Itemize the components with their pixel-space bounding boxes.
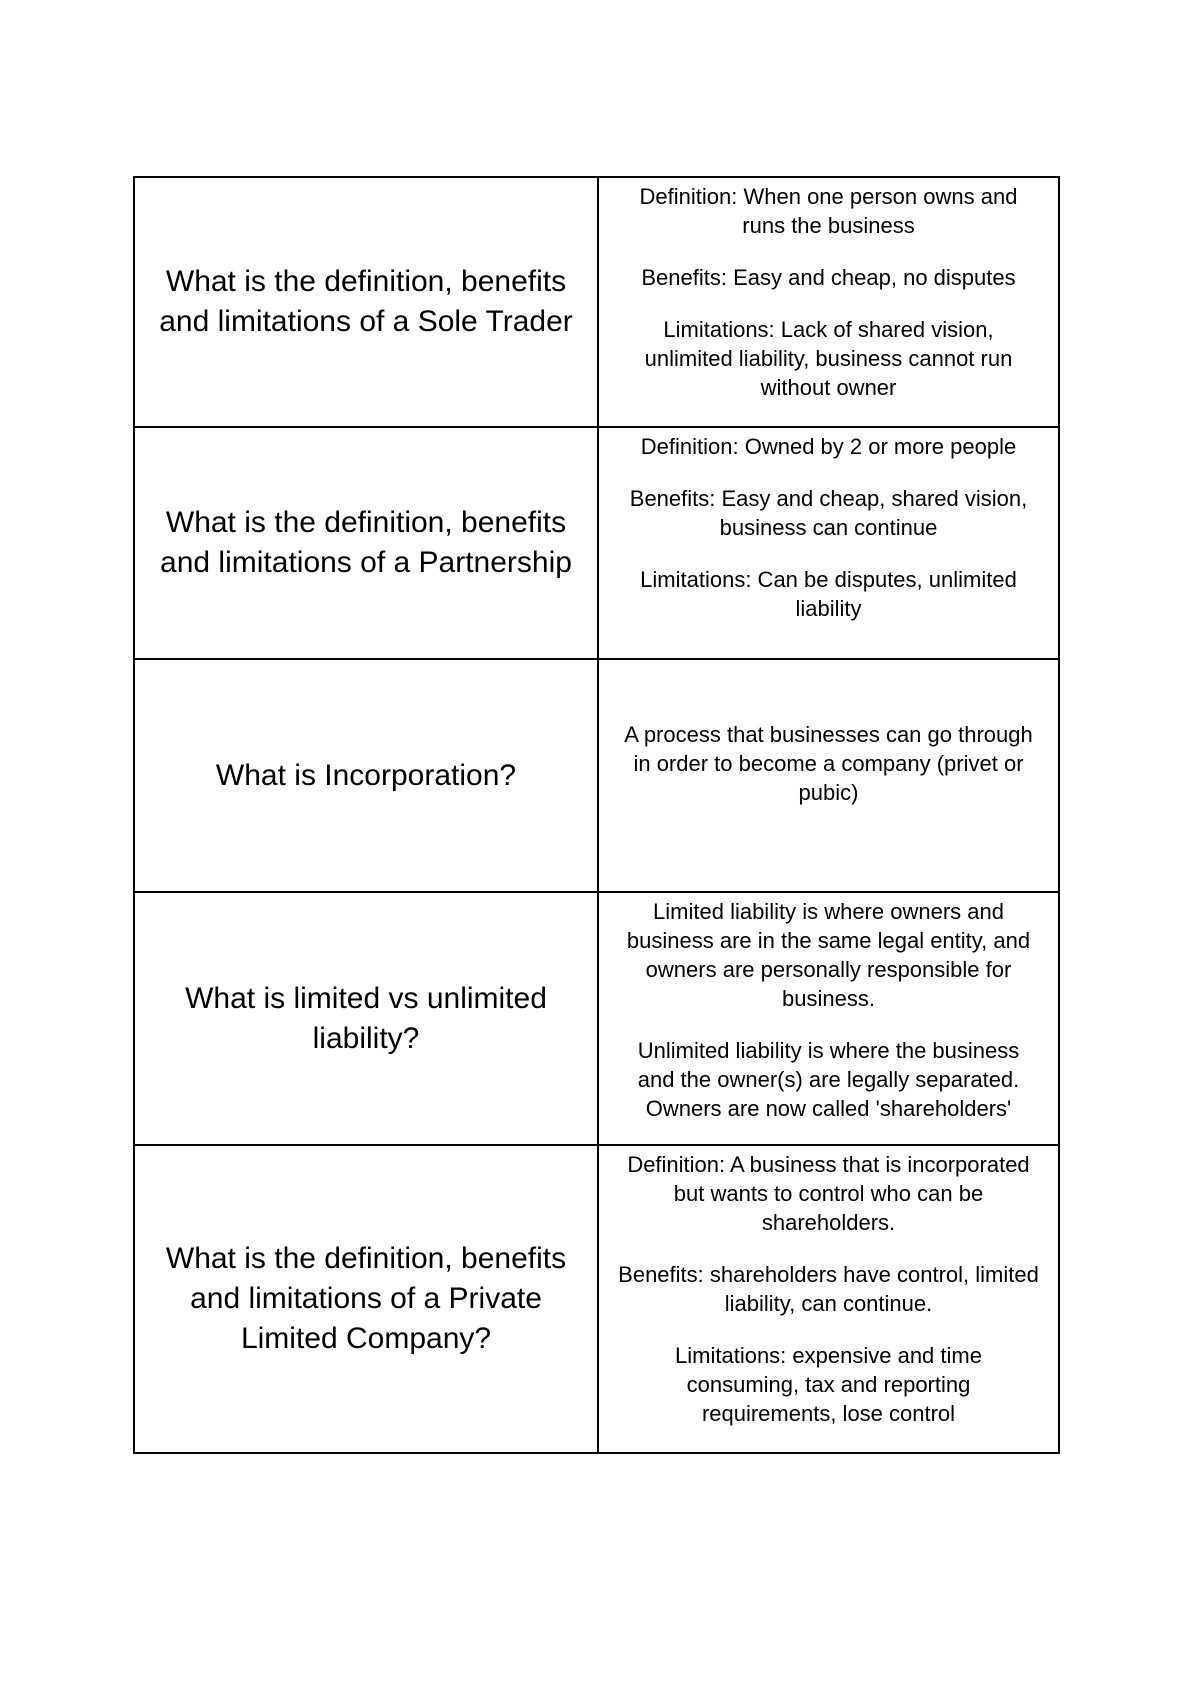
flashcard-row <box>134 1145 1059 1453</box>
question-cell: What is Incorporation? <box>134 659 598 892</box>
answer-limitations: Limitations: Lack of shared vision, unlimited liability, business cannot run without owner <box>644 317 1013 400</box>
question-cell: What is the definition, benefits and limitations of a Partnership <box>134 427 598 659</box>
flashcard-row <box>134 177 1059 427</box>
answer-text: A process that businesses can go through in order to become a company (privet or pubic) <box>624 722 1033 805</box>
answer-cell <box>598 177 1059 427</box>
flashcard-row <box>134 892 1059 1145</box>
question-cell: What is limited vs unlimited liability? <box>134 892 598 1145</box>
flashcard-row <box>134 427 1059 659</box>
answer-benefits: Benefits: Easy and cheap, shared vision, business can continue <box>629 486 1028 540</box>
answer-benefits: Benefits: Easy and cheap, no disputes <box>641 265 1016 290</box>
answer-definition: Definition: A business that is incorporated but wants to control who can be shareholders. <box>627 1152 1030 1235</box>
answer-unlimited-liability: Unlimited liability is where the business and the owner(s) are legally separated. Owners are now called 'shareholders' <box>637 1038 1020 1121</box>
answer-cell <box>598 659 1059 892</box>
answer-definition: Definition: Owned by 2 or more people <box>640 434 1017 459</box>
question-cell: What is the definition, benefits and limitations of a Sole Trader <box>134 177 598 427</box>
flashcard-row <box>134 659 1059 892</box>
answer-cell <box>598 427 1059 659</box>
answer-limitations: Limitations: expensive and time consuming, tax and reporting requirements, lose control <box>675 1343 982 1426</box>
answer-limitations: Limitations: Can be disputes, unlimited liability <box>640 567 1017 621</box>
answer-definition: Definition: When one person owns and runs the business <box>639 184 1018 238</box>
answer-limited-liability: Limited liability is where owners and business are in the same legal entity, and owners are personally responsible for business. <box>626 899 1031 1011</box>
answer-cell <box>598 1145 1059 1453</box>
flashcard-table <box>133 176 1060 1454</box>
answer-cell <box>598 892 1059 1145</box>
answer-benefits: Benefits: shareholders have control, limited liability, can continue. <box>618 1262 1039 1316</box>
question-cell: What is the definition, benefits and limitations of a Private Limited Company? <box>134 1145 598 1453</box>
